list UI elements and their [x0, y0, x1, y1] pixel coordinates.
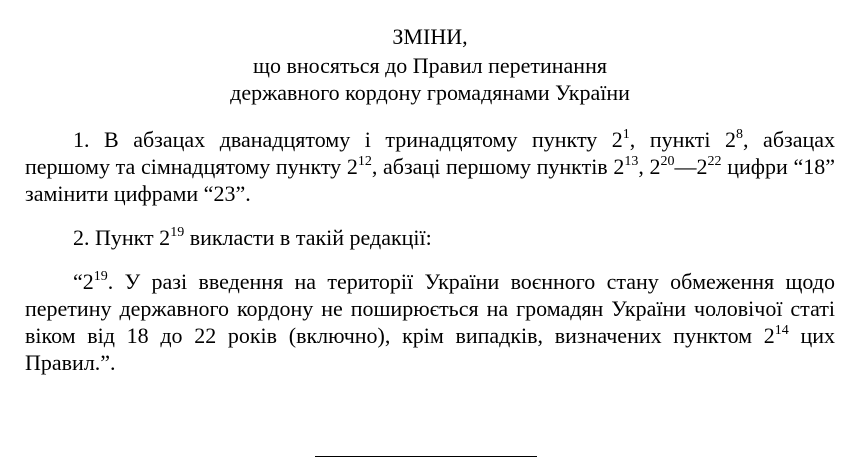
closing-divider-line: [315, 456, 537, 457]
paragraph-text: , абзаці першому пунктів 2: [371, 154, 625, 179]
paragraph-text: , 2: [638, 154, 661, 179]
document-subtitle-line-1: що вносяться до Правил перетинання: [253, 53, 607, 78]
paragraph-text: “2: [73, 269, 94, 294]
superscript: 12: [357, 154, 372, 169]
superscript: 19: [93, 269, 108, 284]
amendment-paragraph-1: [25, 126, 835, 207]
document-title: ЗМІНИ,: [392, 24, 468, 49]
superscript: 20: [660, 154, 675, 169]
amendment-paragraph-2: [25, 224, 835, 251]
superscript: 22: [707, 154, 722, 169]
paragraph-text: цих Правил.”.: [25, 323, 835, 375]
superscript: 19: [170, 225, 185, 240]
paragraph-text: —2: [674, 154, 708, 179]
paragraph-text: , абзацах першому та сімнадцятому пункту 2: [25, 127, 836, 179]
superscript: 13: [624, 154, 639, 169]
paragraph-text: , пункті 2: [629, 127, 737, 152]
paragraph-text: . У разі введення на території України воєнного стану обмеження щодо перетину державного кордону не поширюється на громадян України чоловічої статі віком від 18 до 22 років (включно), крім випадків, визначених пунктом 2: [25, 269, 835, 348]
superscript: 1: [622, 127, 630, 142]
superscript: 14: [774, 323, 789, 338]
document-subtitle-line-2: державного кордону громадянами України: [230, 80, 630, 105]
paragraph-text: цифри “18” замінити цифрами “23”.: [25, 154, 835, 206]
amendment-paragraph-3: [25, 268, 835, 376]
paragraph-text: викласти в такій редакції:: [184, 225, 432, 250]
paragraph-text: 2. Пункт 2: [73, 225, 171, 250]
superscript: 8: [736, 127, 744, 142]
paragraph-text: 1. В абзацах дванадцятому і тринадцятому пункту 2: [73, 127, 623, 152]
document-body: [25, 22, 835, 376]
